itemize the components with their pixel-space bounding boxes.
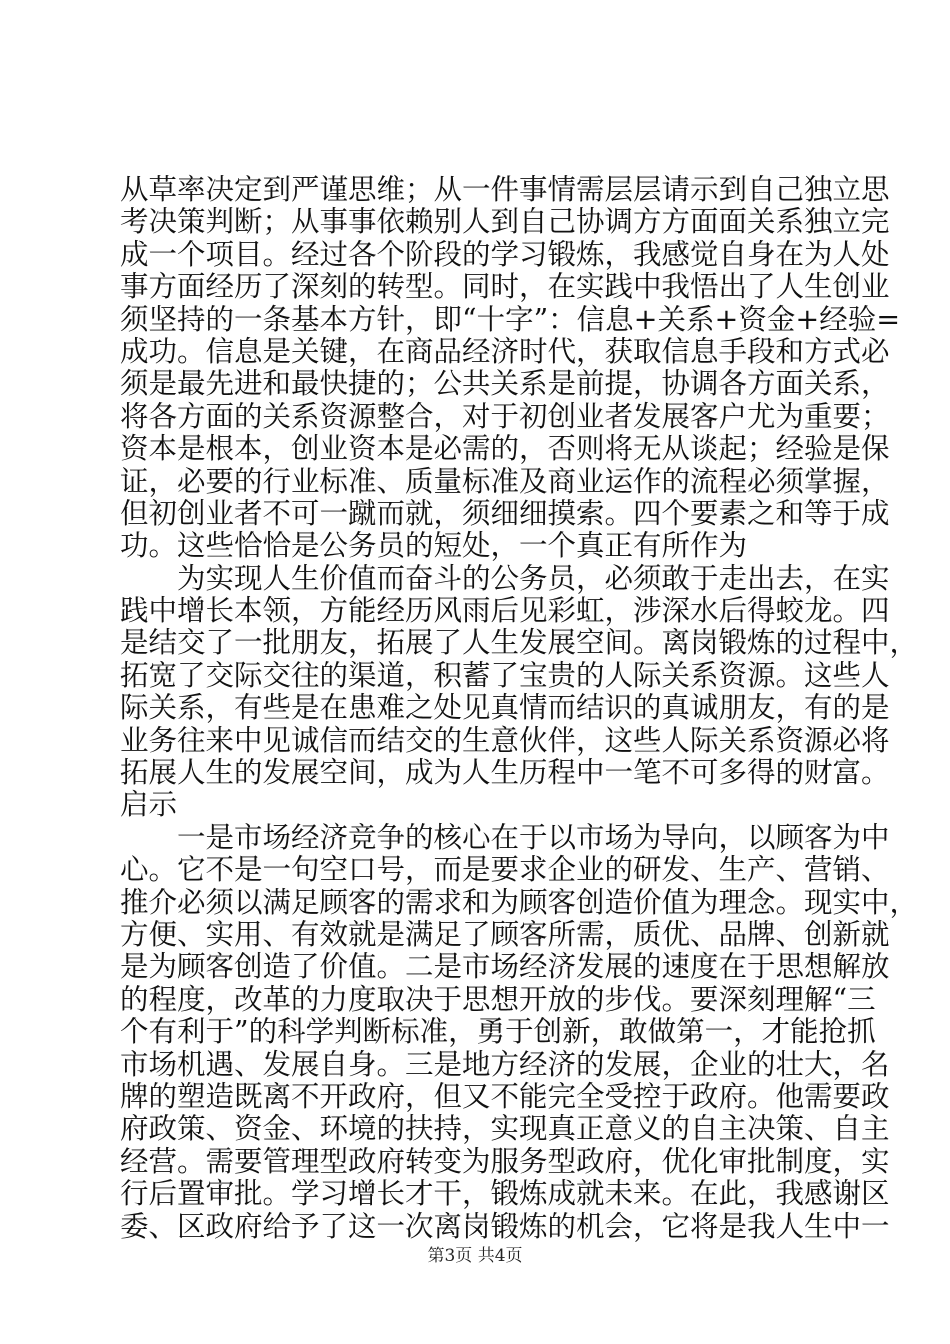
text-line: 经营。需要管理型政府转变为服务型政府，优化审批制度，实 — [120, 1144, 890, 1178]
text-line: 启示 — [120, 788, 178, 822]
text-line: 须是最先进和最快捷的；公共关系是前提，协调各方面关系， — [120, 367, 890, 401]
text-line: 资本是根本，创业资本是必需的，否则将无从谈起；经验是保 — [120, 432, 890, 466]
page-number-footer: 第3页 共4页 — [427, 1246, 523, 1266]
paragraph — [120, 820, 919, 1243]
text-line: 为实现人生价值而奋斗的公务员，必须敢于走出去，在实 — [177, 561, 890, 595]
text-line: 拓展人生的发展空间，成为人生历程中一笔不可多得的财富。 — [120, 756, 890, 790]
text-line: 心。它不是一句空口号，而是要求企业的研发、生产、营销、 — [120, 853, 890, 887]
text-line: 一是市场经济竞争的核心在于以市场为导向，以顾客为中 — [177, 820, 890, 854]
text-line: 从草率决定到严谨思维；从一件事情需层层请示到自己独立思 — [120, 173, 890, 206]
text-line: 府政策、资金、环境的扶持，实现真正意义的自主决策、自主 — [120, 1112, 890, 1146]
text-line: 市场机遇、发展自身。三是地方经济的发展，企业的壮大，名 — [120, 1047, 890, 1081]
text-line: 须坚持的一条基本方针，即“十字”：信息+关系+资金+经验= — [120, 302, 901, 336]
text-line: 行后置审批。学习增长才干，锻炼成就未来。在此，我感谢区 — [120, 1177, 890, 1211]
text-line: 际关系，有些是在患难之处见真情而结识的真诚朋友，有的是 — [120, 691, 890, 725]
text-line: 个有利于”的科学判断标准，勇于创新，敢做第一，才能抢抓 — [120, 1015, 876, 1049]
text-line: 践中增长本领，方能经历风雨后见彩虹，涉深水后得蛟龙。四 — [120, 594, 890, 628]
text-line: 方便、实用、有效就是满足了顾客所需，质优、品牌、创新就 — [120, 917, 890, 951]
paragraph — [120, 173, 901, 563]
paragraph — [120, 789, 835, 821]
text-line: 牌的塑造既离不开政府，但又不能完全受控于政府。他需要政 — [120, 1079, 890, 1113]
text-line: 是结交了一批朋友，拓展了人生发展空间。离岗锻炼的过程中， — [120, 626, 919, 660]
text-line: 将各方面的关系资源整合，对于初创业者发展客户尤为重要； — [120, 399, 890, 433]
text-line: 但初创业者不可一蹴而就，须细细摸索。四个要素之和等于成 — [120, 496, 890, 530]
text-line: 证，必要的行业标准、质量标准及商业运作的流程必须掌握， — [120, 464, 890, 498]
text-line: 考决策判断；从事事依赖别人到自己协调方方面面关系独立完 — [120, 205, 890, 239]
text-line: 成功。信息是关键，在商品经济时代，获取信息手段和方式必 — [120, 334, 890, 368]
text-line: 功。这些恰恰是公务员的短处，一个真正有所作为 — [120, 529, 748, 563]
text-line: 业务往来中见诚信而结交的生意伙伴，这些人际关系资源必将 — [120, 723, 890, 757]
document-body — [120, 173, 919, 1243]
text-line: 推介必须以满足顾客的需求和为顾客创造价值为理念。现实中， — [120, 885, 919, 919]
text-line: 成一个项目。经过各个阶段的学习锻炼，我感觉自身在为人处 — [120, 237, 890, 271]
text-line: 拓宽了交际交往的渠道，积蓄了宝贵的人际关系资源。这些人 — [120, 658, 890, 692]
text-line: 的程度，改革的力度取决于思想开放的步伐。要深刻理解“三 — [120, 982, 876, 1016]
text-line: 事方面经历了深刻的转型。同时，在实践中我悟出了人生创业 — [120, 270, 890, 304]
text-line: 是为顾客创造了价值。二是市场经济发展的速度在于思想解放 — [120, 950, 890, 984]
paragraph — [120, 561, 919, 790]
text-line: 委、区政府给予了这一次离岗锻炼的机会，它将是我人生中一 — [120, 1209, 890, 1243]
